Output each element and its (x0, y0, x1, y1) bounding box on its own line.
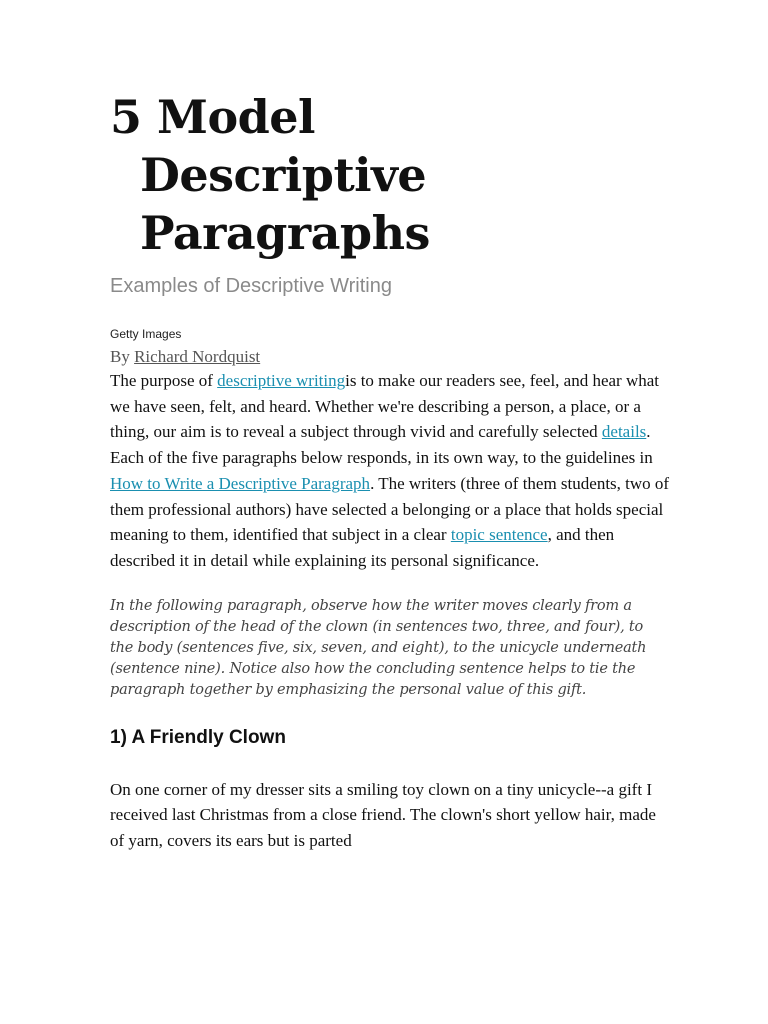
section-heading-friendly-clown: 1) A Friendly Clown (110, 726, 286, 748)
para2-text-1: Each of the five paragraphs below responds, in its own way, to the guidelines in (110, 448, 653, 468)
para2-text-3: , and then described it in detail while explaining its personal significance. (110, 525, 615, 570)
topic-sentence-link[interactable]: topic sentence (450, 525, 548, 545)
para1-text-3: . (646, 422, 651, 442)
intro-paragraph-2 (110, 445, 670, 574)
details-link[interactable]: details (601, 422, 647, 442)
image-credit: Getty Images (110, 327, 182, 341)
article-title: 5 Model Descriptive Paragraphs (110, 90, 430, 260)
para2-text-2: . The writers (three of them students, two of them professional authors) have selected a belonging or a place that holds special meaning to them, identified that subject in a clear (110, 473, 670, 545)
article (110, 88, 670, 854)
author-link[interactable]: Richard Nordquist (134, 347, 261, 366)
byline-prefix: By (110, 347, 135, 366)
para1-text-1: The purpose of (110, 371, 218, 390)
clown-paragraph: On one corner of my dresser sits a smiling toy clown on a tiny unicycle--a gift I received last Christmas from a close friend. The clown's short yellow hair, made of yarn, covers its ears but is parted (110, 779, 656, 851)
intro-paragraph-1 (110, 368, 670, 445)
article-subtitle: Examples of Descriptive Writing (110, 275, 392, 297)
how-to-write-link[interactable]: How to Write a Descriptive Paragraph (110, 473, 371, 493)
section-intro-italic: In the following paragraph, observe how the writer moves clearly from a description of the head of the clown (in sentences two, three, and four), to the body (sentences five, six, seven, and eight), to the unicycle underneath (sentence nine). Notice also how the concluding sentence helps to tie the paragraph together by emphasizing the personal value of this gift. (110, 597, 647, 698)
byline (110, 346, 670, 368)
para1-text-2: is to make our readers see, feel, and hear what we have seen, felt, and heard. Whether we're describing a person, a place, or a thing, our aim is to reveal a subject through vivid and carefully selected (110, 371, 660, 442)
descriptive-writing-link[interactable]: descriptive writing (217, 371, 346, 390)
